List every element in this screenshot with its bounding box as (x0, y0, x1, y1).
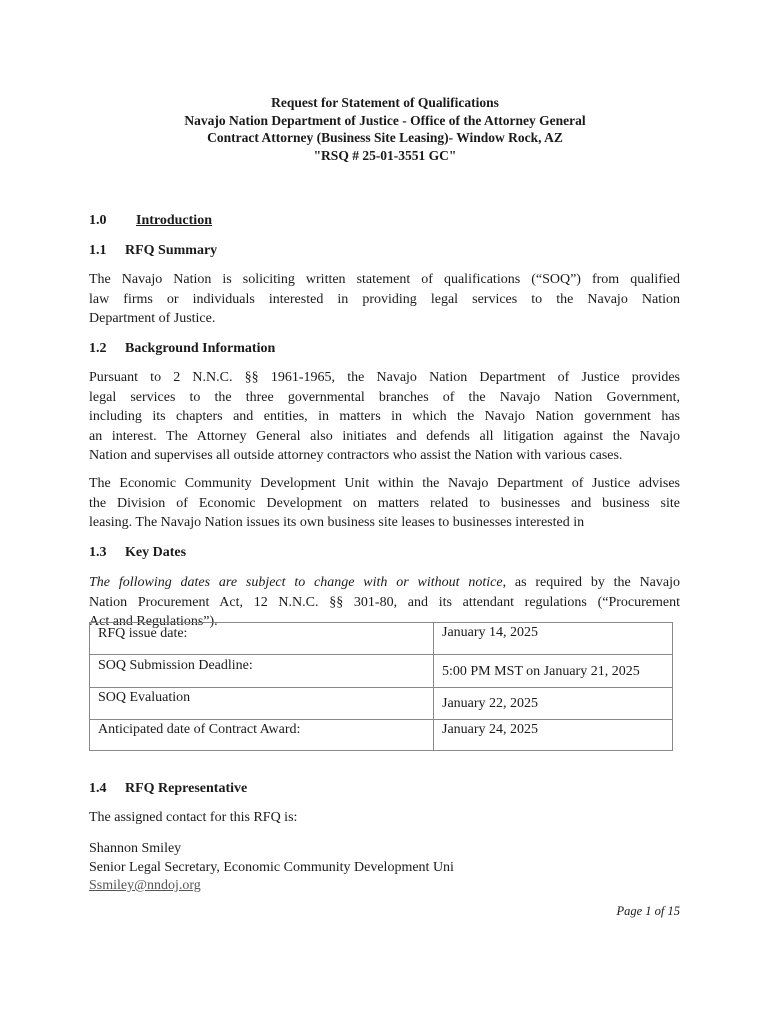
key-dates-text: , as required by the Navajo (502, 575, 681, 590)
background-line: Nation and supervises all outside attorney contractors who assist the Nation with various cases. (89, 448, 623, 464)
background-paragraph-2 (89, 474, 680, 533)
background-line: the Division of Economic Development on matters related to businesses and business site (89, 495, 680, 511)
date-value: January 22, 2025 (434, 688, 673, 720)
key-dates-italic: The following dates are subject to change with or without notice (89, 575, 503, 590)
contact-intro: The assigned contact for this RFQ is: (89, 810, 298, 825)
section-1-4-heading (89, 781, 247, 797)
table-row (90, 720, 673, 751)
section-1-2-heading (89, 341, 275, 357)
date-label: SOQ Evaluation (90, 688, 434, 720)
contact-position: Senior Legal Secretary, Economic Community Development Uni (89, 859, 454, 875)
page-number: Page 1 of 15 (616, 904, 680, 918)
section-1-title: Introduction (136, 213, 212, 228)
date-label: RFQ issue date: (90, 623, 434, 655)
title-line-3: Contract Attorney (Business Site Leasing)- Window Rock, AZ (207, 130, 563, 145)
section-1-4-title: RFQ Representative (125, 781, 248, 796)
key-dates-line (89, 573, 680, 593)
rfq-summary-line: Department of Justice. (89, 311, 216, 327)
rfq-summary-paragraph (89, 270, 680, 329)
section-1-2-title: Background Information (125, 341, 276, 356)
date-value: January 14, 2025 (434, 623, 673, 655)
section-1-number: 1.0 (89, 213, 107, 228)
rfq-summary-line: The Navajo Nation is soliciting written statement of qualifications (“SOQ”) from qualified (89, 272, 680, 287)
table-row (90, 655, 673, 688)
background-paragraph-1 (89, 368, 680, 466)
background-line: The Economic Community Development Unit within the Navajo Department of Justice advises (89, 476, 680, 491)
background-line: an interest. The Attorney General also initiates and defends all litigation against the Navajo (89, 428, 680, 444)
contact-email-link[interactable]: Ssmiley@nndoj.org (89, 878, 201, 893)
date-label: SOQ Submission Deadline: (90, 655, 434, 688)
background-line: legal services to the three governmental branches of the Navajo Nation Government, (89, 389, 680, 405)
section-1-heading (89, 213, 212, 229)
section-1-2-number: 1.2 (89, 341, 107, 356)
section-1-3-title: Key Dates (125, 545, 187, 560)
key-dates-line: Act and Regulations”). (89, 614, 218, 630)
key-dates-table (89, 622, 673, 751)
background-line: including its chapters and entities, in matters in which the Navajo Nation government has (89, 409, 680, 425)
rfq-summary-line: law firms or individuals interested in providing legal services to the Navajo Nation (89, 291, 680, 307)
section-1-3-number: 1.3 (89, 545, 107, 560)
section-1-3-heading (89, 545, 186, 561)
background-line: leasing. The Navajo Nation issues its own business site leases to businesses interested in (89, 515, 585, 531)
title-line-2: Navajo Nation Department of Justice - Office of the Attorney General (184, 112, 586, 128)
background-line: Pursuant to 2 N.N.C. §§ 1961-1965, the Navajo Nation Department of Justice provides (89, 370, 680, 385)
contact-name: Shannon Smiley (89, 841, 182, 856)
document-title-block (0, 94, 770, 164)
section-1-1-heading (89, 243, 217, 259)
date-value: 5:00 PM MST on January 21, 2025 (434, 655, 673, 688)
table-row (90, 623, 673, 655)
date-value: January 24, 2025 (434, 720, 673, 751)
contact-block (89, 840, 454, 896)
section-1-1-title: RFQ Summary (125, 243, 218, 258)
title-line-4: "RSQ # 25-01-3551 GC" (313, 147, 457, 163)
key-dates-line: Nation Procurement Act, 12 N.N.C. §§ 301-80, and its attendant regulations (“Procurement (89, 594, 680, 610)
date-label: Anticipated date of Contract Award: (90, 720, 434, 751)
section-1-1-number: 1.1 (89, 243, 107, 258)
title-line-1: Request for Statement of Qualifications (271, 95, 499, 110)
section-1-4-number: 1.4 (89, 781, 107, 796)
table-row (90, 688, 673, 720)
